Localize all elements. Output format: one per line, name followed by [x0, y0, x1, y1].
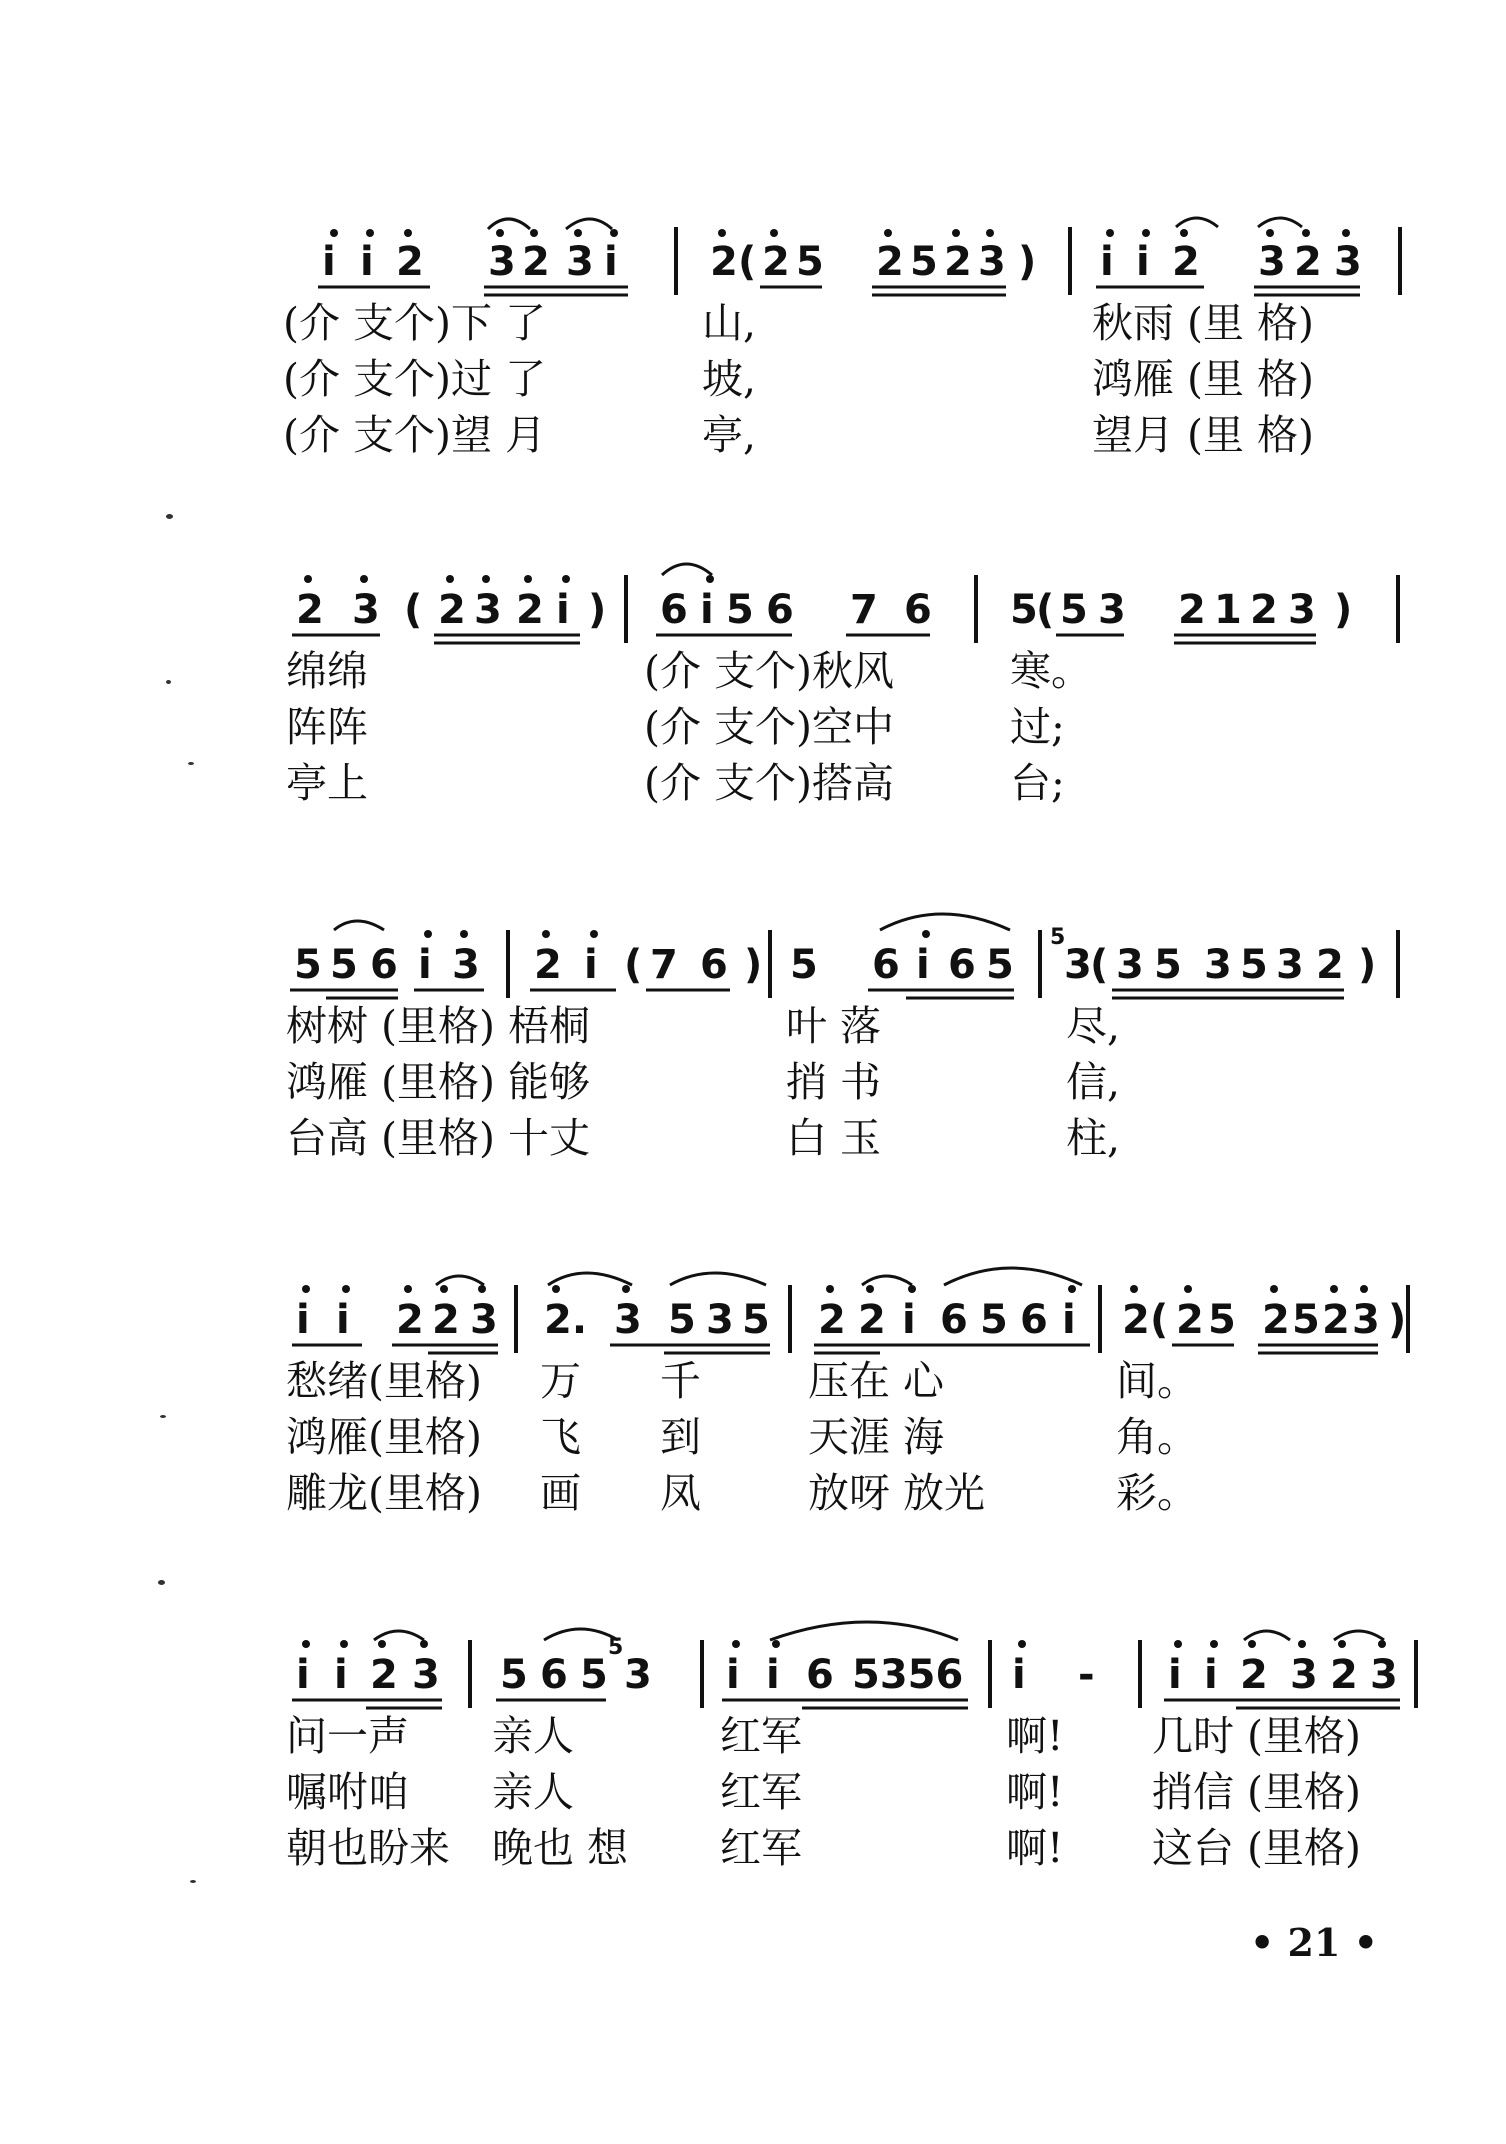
note: i	[766, 1652, 780, 1698]
scan-speck	[160, 1415, 166, 1418]
note: 2	[1250, 587, 1278, 633]
lyric-phrase: 压在 心	[808, 1357, 945, 1405]
note: i	[1062, 1297, 1076, 1343]
lyric-phrase: 彩。	[1116, 1469, 1198, 1517]
note: 2	[1172, 239, 1200, 285]
note: 2	[1262, 1297, 1290, 1343]
lyric-phrase: 过;	[1010, 703, 1065, 751]
note: 5356	[852, 1652, 964, 1698]
note: 2	[370, 1652, 398, 1698]
note: 2	[1176, 1297, 1204, 1343]
note: 3	[1276, 942, 1304, 988]
lyric-phrase: (介 支个)望 月	[283, 411, 547, 459]
lyric-phrase: 放呀 放光	[808, 1469, 986, 1517]
note: 5	[742, 1297, 770, 1343]
note: )	[1388, 1297, 1407, 1343]
note: 3	[1064, 942, 1092, 988]
note: 3	[412, 1652, 440, 1698]
note: 5	[580, 1652, 608, 1698]
note: 2	[818, 1297, 846, 1343]
lyric-phrase: 红军	[720, 1712, 802, 1760]
note: i	[584, 942, 598, 988]
lyric-phrase: 阵阵	[286, 703, 368, 751]
note: 3	[1288, 587, 1316, 633]
note: 1	[1214, 587, 1242, 633]
note: i	[1168, 1652, 1182, 1698]
lyric-phrase: 树树 (里格) 梧桐	[286, 1002, 591, 1050]
note: )	[744, 942, 763, 988]
note: 6	[948, 942, 976, 988]
lyric-verse-2	[0, 1056, 1506, 1108]
lyric-verse-3	[0, 1822, 1506, 1874]
note: 5	[726, 587, 754, 633]
lyric-verse-1	[0, 645, 1506, 697]
note: 3	[1258, 239, 1286, 285]
note: 5	[294, 942, 322, 988]
lyric-phrase: 晚也 想	[492, 1824, 629, 1872]
lyric-phrase: 坡,	[702, 355, 757, 403]
note: i	[418, 942, 432, 988]
lyric-phrase: 亲人	[492, 1768, 574, 1816]
note: (	[1090, 942, 1109, 988]
lyric-phrase: 红军	[720, 1768, 802, 1816]
note: 7	[650, 942, 678, 988]
lyric-phrase: 愁绪(里格)	[286, 1357, 482, 1405]
lyric-verse-2	[0, 1766, 1506, 1818]
note: )	[588, 587, 607, 633]
note: 5	[330, 942, 358, 988]
note: 2	[762, 239, 790, 285]
lyric-phrase: 白 玉	[786, 1114, 882, 1162]
note: 6	[660, 587, 688, 633]
note: i	[1136, 239, 1150, 285]
note: 6	[940, 1297, 968, 1343]
note: 5	[986, 942, 1014, 988]
lyric-phrase: 啊!	[1006, 1712, 1064, 1760]
note: 2	[516, 587, 544, 633]
note: 3	[1352, 1297, 1380, 1343]
lyric-phrase: 秋雨 (里 格)	[1092, 299, 1315, 347]
lyric-phrase: 角。	[1116, 1413, 1198, 1461]
lyric-phrase: 这台 (里格)	[1152, 1824, 1362, 1872]
scan-speck	[166, 680, 171, 684]
grace-note: 5	[1050, 925, 1066, 950]
note: 3	[1334, 239, 1362, 285]
note: 5	[1240, 942, 1268, 988]
note: 3	[706, 1297, 734, 1343]
note: )	[1018, 239, 1037, 285]
note: 3	[352, 587, 380, 633]
note: 2	[396, 239, 424, 285]
note: 2	[1316, 942, 1344, 988]
grace-note: 5	[608, 1635, 624, 1660]
lyric-phrase: 柱,	[1066, 1114, 1121, 1162]
lyric-phrase: 嘱咐咱	[286, 1768, 409, 1816]
note: 6	[700, 942, 728, 988]
note: 5	[668, 1297, 696, 1343]
note: i	[902, 1297, 916, 1343]
note: 2	[1322, 1297, 1350, 1343]
note: 5	[1292, 1297, 1320, 1343]
lyric-verse-1	[0, 1000, 1506, 1052]
note: i	[296, 1297, 310, 1343]
lyric-verse-3	[0, 1467, 1506, 1519]
note: (	[624, 942, 643, 988]
lyric-phrase: 叶 落	[786, 1002, 882, 1050]
note: 2	[438, 587, 466, 633]
note: 3	[624, 1652, 652, 1698]
lyric-phrase: (介 支个)空中	[644, 703, 895, 751]
lyric-phrase: 画	[540, 1469, 581, 1517]
lyric-phrase: 间。	[1116, 1357, 1198, 1405]
note: 6	[370, 942, 398, 988]
note: i	[604, 239, 618, 285]
lyric-phrase: 问一声	[286, 1712, 409, 1760]
note: 6	[1020, 1297, 1048, 1343]
lyric-phrase: 万	[540, 1357, 581, 1405]
note: 6	[540, 1652, 568, 1698]
note: 6	[806, 1652, 834, 1698]
lyric-verse-2	[0, 353, 1506, 405]
note: 5	[790, 942, 818, 988]
note: i	[700, 587, 714, 633]
lyric-verse-1	[0, 1710, 1506, 1762]
lyric-phrase: 望月 (里 格)	[1092, 411, 1315, 459]
lyric-phrase: 亭上	[286, 759, 368, 807]
note: 6	[904, 587, 932, 633]
lyric-phrase: 捎信 (里格)	[1152, 1768, 1362, 1816]
notation-line-3	[0, 900, 1506, 1010]
lyric-phrase: 朝也盼来	[286, 1824, 450, 1872]
scan-speck	[190, 1880, 196, 1883]
notation-line-5	[0, 1610, 1506, 1720]
scan-speck	[158, 1580, 165, 1585]
note: 2	[1178, 587, 1206, 633]
lyric-phrase: 台;	[1010, 759, 1065, 807]
note: 2.	[544, 1297, 588, 1343]
page-number: • 21 •	[1250, 1920, 1378, 1965]
lyric-phrase: 几时 (里格)	[1152, 1712, 1362, 1760]
note: i	[1204, 1652, 1218, 1698]
note: )	[1358, 942, 1377, 988]
note: 6	[872, 942, 900, 988]
note: (	[1150, 1297, 1169, 1343]
lyric-phrase: (介 支个)搭高	[644, 759, 895, 807]
note: 5	[910, 239, 938, 285]
note: 5	[500, 1652, 528, 1698]
lyric-phrase: 千	[660, 1357, 701, 1405]
lyric-phrase: 鸿雁(里格)	[286, 1413, 482, 1461]
note: 5	[1154, 942, 1182, 988]
lyric-phrase: 飞	[540, 1413, 581, 1461]
lyric-verse-2	[0, 701, 1506, 753]
lyric-phrase: 鸿雁 (里 格)	[1092, 355, 1315, 403]
note: (	[1036, 587, 1055, 633]
note: 2	[296, 587, 324, 633]
lyric-phrase: (介 支个)过 了	[283, 355, 547, 403]
note: 5	[980, 1297, 1008, 1343]
lyric-phrase: 天涯 海	[808, 1413, 945, 1461]
note: )	[1334, 587, 1353, 633]
note: 3	[614, 1297, 642, 1343]
note: 3	[452, 942, 480, 988]
note: 5	[1010, 587, 1038, 633]
note: i	[916, 942, 930, 988]
note: 5	[1060, 587, 1088, 633]
lyric-phrase: 尽,	[1066, 1002, 1121, 1050]
note: 3	[474, 587, 502, 633]
lyric-phrase: 亲人	[492, 1712, 574, 1760]
note: 3	[1370, 1652, 1398, 1698]
lyric-phrase: 啊!	[1006, 1824, 1064, 1872]
lyric-verse-3	[0, 409, 1506, 461]
note: 2	[1122, 1297, 1150, 1343]
note: i	[336, 1297, 350, 1343]
note: i	[1100, 239, 1114, 285]
lyric-verse-3	[0, 757, 1506, 809]
notation-line-2	[0, 545, 1506, 655]
lyric-phrase: 亭,	[702, 411, 757, 459]
note: i	[1012, 1652, 1026, 1698]
note: 2	[432, 1297, 460, 1343]
note: 5	[1208, 1297, 1236, 1343]
note: 2	[944, 239, 972, 285]
lyric-phrase: (介 支个)秋风	[644, 647, 895, 695]
lyric-phrase: 山,	[702, 299, 757, 347]
note: 3	[978, 239, 1006, 285]
lyric-phrase: 凤	[660, 1469, 701, 1517]
note: 2	[1294, 239, 1322, 285]
note: 2	[710, 239, 738, 285]
note: 5	[796, 239, 824, 285]
note: 2	[396, 1297, 424, 1343]
lyric-phrase: 寒。	[1010, 647, 1092, 695]
note: (	[738, 239, 757, 285]
lyric-verse-1	[0, 297, 1506, 349]
note: 2	[876, 239, 904, 285]
note: i	[556, 587, 570, 633]
note: 6	[766, 587, 794, 633]
note: i	[334, 1652, 348, 1698]
lyric-verse-2	[0, 1411, 1506, 1463]
note: i	[726, 1652, 740, 1698]
lyric-phrase: 捎 书	[786, 1058, 882, 1106]
note: 3	[470, 1297, 498, 1343]
note: i	[296, 1652, 310, 1698]
note: 3	[1098, 587, 1126, 633]
note: 3	[1290, 1652, 1318, 1698]
note: (	[404, 587, 423, 633]
lyric-phrase: 雕龙(里格)	[286, 1469, 482, 1517]
note: 3	[566, 239, 594, 285]
lyric-phrase: 信,	[1066, 1058, 1121, 1106]
note: 3	[1204, 942, 1232, 988]
note: 2	[534, 942, 562, 988]
note: -	[1078, 1652, 1095, 1698]
note: 7	[850, 587, 878, 633]
note: 2	[1240, 1652, 1268, 1698]
scan-speck	[166, 514, 173, 519]
note: 3	[488, 239, 516, 285]
lyric-verse-3	[0, 1112, 1506, 1164]
lyric-phrase: 绵绵	[286, 647, 368, 695]
note: 2	[1330, 1652, 1358, 1698]
note: i	[322, 239, 336, 285]
note: i	[360, 239, 374, 285]
scan-speck	[188, 762, 194, 765]
lyric-verse-1	[0, 1355, 1506, 1407]
note: 2	[858, 1297, 886, 1343]
lyric-phrase: 到	[660, 1413, 701, 1461]
lyric-phrase: 台高 (里格) 十丈	[286, 1114, 591, 1162]
lyric-phrase: 红军	[720, 1824, 802, 1872]
lyric-phrase: (介 支个)下 了	[283, 299, 547, 347]
note: 3	[1116, 942, 1144, 988]
lyric-phrase: 鸿雁 (里格) 能够	[286, 1058, 591, 1106]
notation-line-4	[0, 1255, 1506, 1365]
note: 2	[522, 239, 550, 285]
lyric-phrase: 啊!	[1006, 1768, 1064, 1816]
